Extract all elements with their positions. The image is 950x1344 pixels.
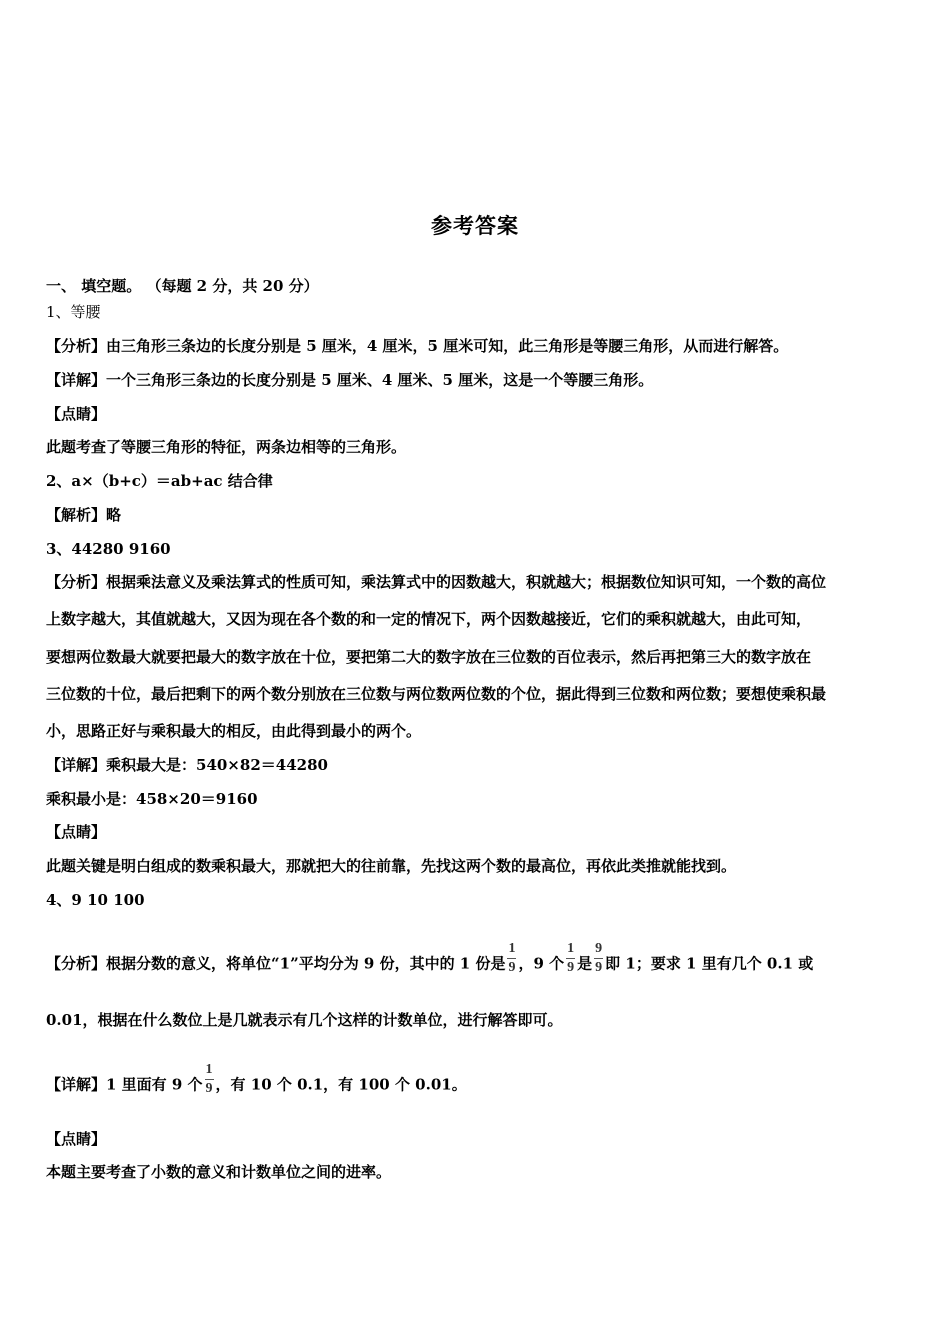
fraction-one-ninth: $\frac{1}{9}$	[205, 1062, 213, 1096]
q2-analysis: 【解析】略	[46, 506, 122, 524]
q4-analysis-line-2: 0.01，根据在什么数位上是几就表示有几个这样的计数单位，进行解答即可。	[46, 1011, 563, 1029]
q1-analysis: 【分析】由三角形三条边的长度分别是 5 厘米，4 厘米，5 厘米可知，此三角形是等腰三角形，从而进行解答。	[46, 337, 789, 355]
q3-analysis-line: 小，思路正好与乘积最大的相反，由此得到最小的两个。	[46, 722, 422, 740]
q1-answer: 1、等腰	[46, 303, 101, 321]
q4-detail	[46, 1062, 908, 1102]
q4-detail-part-a: 【详解】1 里面有 9 个	[46, 1075, 203, 1094]
q4-remark-label: 【点睛】	[46, 1130, 107, 1148]
q4-analysis-part-d: 即 1；要求 1 里有几个 0.1 或	[605, 954, 814, 973]
fraction-one-ninth: $\frac{1}{9}$	[567, 941, 575, 975]
q3-remark-label: 【点睛】	[46, 823, 107, 841]
q4-analysis-part-a: 【分析】根据分数的意义，将单位“1”平均分为 9 份，其中的 1 份是	[46, 954, 506, 973]
q1-detail: 【详解】一个三角形三条边的长度分别是 5 厘米、4 厘米、5 厘米，这是一个等腰三角形。	[46, 371, 654, 389]
q3-answer: 3、44280 9160	[46, 540, 171, 558]
q4-detail-part-b: ，有 10 个 0.1，有 100 个 0.01。	[215, 1075, 467, 1094]
q1-remark: 此题考查了等腰三角形的特征，两条边相等的三角形。	[46, 438, 407, 456]
q4-remark: 本题主要考查了小数的意义和计数单位之间的进率。	[46, 1163, 392, 1181]
page-title: 参考答案	[431, 213, 519, 238]
q3-analysis-line: 【分析】根据乘法意义及乘法算式的性质可知，乘法算式中的因数越大，积就越大；根据数位知识可知，一个数的高位	[46, 573, 827, 591]
q3-analysis-line: 要想两位数最大就要把最大的数字放在十位，要把第二大的数字放在三位数的百位表示，然后再把第三大的数字放在	[46, 648, 812, 666]
q3-remark: 此题关键是明白组成的数乘积最大，那就把大的往前靠，先找这两个数的最高位，再依此类推就能找到。	[46, 857, 737, 875]
q4-analysis-part-c: 是	[577, 954, 593, 973]
fraction-one-ninth: $\frac{1}{9}$	[508, 941, 516, 975]
q3-analysis-line: 上数字越大，其值就越大，又因为现在各个数的和一定的情况下，两个因数越接近，它们的乘积就越大，由此可知，	[46, 610, 812, 628]
section-header: 一、 填空题。 （每题 2 分，共 20 分）	[46, 277, 319, 295]
q4-analysis	[46, 941, 908, 981]
q3-analysis-line: 三位数的十位，最后把剩下的两个数分别放在三位数与两位数两位数的个位，据此得到三位数和两位数；要想使乘积最	[46, 685, 827, 703]
q4-analysis-part-b: ，9 个	[518, 954, 565, 973]
q2-answer: 2、a×（b+c）＝ab+ac 结合律	[46, 472, 273, 490]
q3-detail: 【详解】乘积最大是：540×82＝44280	[46, 756, 328, 774]
q4-answer: 4、9 10 100	[46, 891, 145, 909]
fraction-nine-ninths: $\frac{9}{9}$	[595, 941, 603, 975]
q1-remark-label: 【点睛】	[46, 405, 107, 423]
q3-detail-2: 乘积最小是：458×20＝9160	[46, 790, 258, 808]
